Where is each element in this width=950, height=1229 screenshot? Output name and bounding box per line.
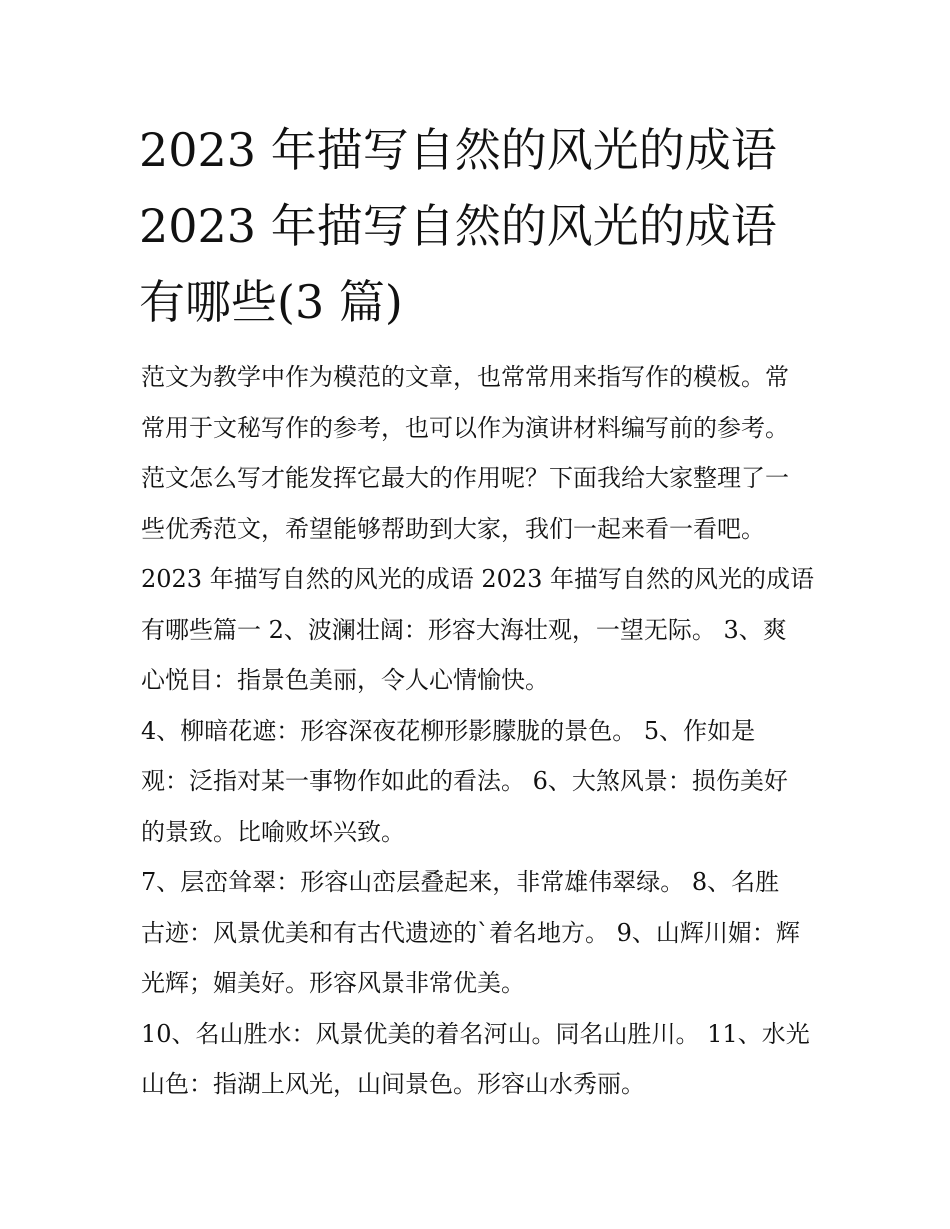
- text-line: 心悦目：指景色美丽，令人心情愉快。: [141, 666, 549, 694]
- text-line: 4、柳暗花遮：形容深夜花柳形影朦胧的景色。 5、作如是: [141, 716, 756, 745]
- text-line: 10、名山胜水：风景优美的着名河山。同名山胜川。 11、水光: [141, 1019, 810, 1048]
- document-title: [139, 112, 829, 340]
- paragraph-intro: [141, 352, 821, 554]
- text-line: 7、层峦耸翠：形容山峦层叠起来，非常雄伟翠绿。 8、名胜: [141, 868, 780, 896]
- paragraph-idioms-10-11: [141, 1009, 821, 1110]
- text-line: 山色：指湖上风光，山间景色。形容山水秀丽。: [141, 1070, 645, 1098]
- title-line: 2023 年描写自然的风光的成语: [139, 123, 777, 177]
- text-line: 有哪些篇一 2、波澜壮阔：形容大海壮观，一望无际。 3、爽: [141, 615, 787, 644]
- text-line: 古迹：风景优美和有古代遗迹的`着名地方。 9、山辉川媚：辉: [141, 918, 800, 947]
- text-line: 常用于文秘写作的参考，也可以作为演讲材料编写前的参考。: [141, 413, 789, 442]
- text-line: 的景致。比喻败坏兴致。: [141, 817, 405, 846]
- text-line: 范文为教学中作为模范的文章，也常常用来指写作的模板。常: [141, 363, 789, 391]
- text-line: 光辉；媚美好。形容风景非常优美。: [141, 969, 525, 997]
- title-line: 2023 年描写自然的风光的成语: [139, 199, 777, 253]
- text-line: 范文怎么写才能发挥它最大的作用呢？下面我给大家整理了一: [141, 464, 789, 492]
- text-line: 些优秀范文，希望能够帮助到大家，我们一起来看一看吧。: [141, 514, 765, 543]
- text-line: 观：泛指对某一事物作如此的看法。 6、大煞风景：损伤美好: [141, 767, 788, 795]
- text-line: 2023 年描写自然的风光的成语 2023 年描写自然的风光的成语: [141, 565, 815, 593]
- paragraph-idioms-4-6: [141, 706, 821, 858]
- paragraph-idioms-7-9: [141, 857, 821, 1009]
- paragraph-section-1: [141, 554, 821, 706]
- document-body: [141, 352, 821, 1110]
- title-line: 有哪些(3 篇): [139, 275, 403, 329]
